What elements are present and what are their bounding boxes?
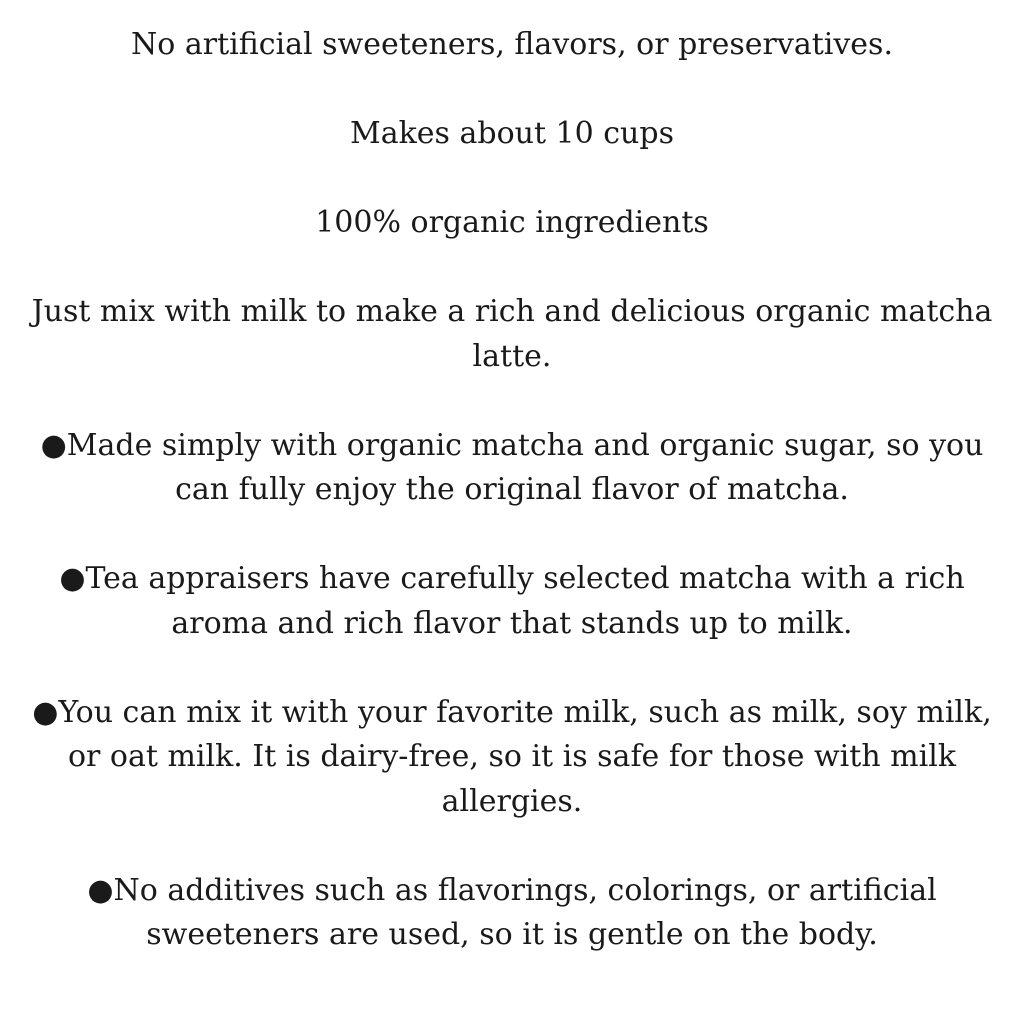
bullet-tea-appraisers: ●Tea appraisers have carefully selected matcha with a rich aroma and rich flavor that stands up to milk.	[59, 561, 965, 641]
organic-ingredients-line: 100% organic ingredients	[315, 205, 709, 240]
no-artificial-line: No artificial sweeteners, flavors, or preservatives.	[131, 27, 893, 62]
makes-cups-line: Makes about 10 cups	[350, 116, 674, 151]
bullet-favorite-milk: ●You can mix it with your favorite milk, such as milk, soy milk, or oat milk. It is dairy-free, so it is safe for those with milk allergies.	[32, 694, 992, 819]
bullet-made-simply: ●Made simply with organic matcha and organic sugar, so you can fully enjoy the original flavor of matcha.	[40, 427, 984, 507]
mix-with-milk-line: Just mix with milk to make a rich and delicious organic matcha latte.	[31, 294, 993, 374]
bullet-no-additives: ●No additives such as flavorings, colorings, or artificial sweeteners are used, so it is gentle on the body.	[87, 872, 937, 952]
